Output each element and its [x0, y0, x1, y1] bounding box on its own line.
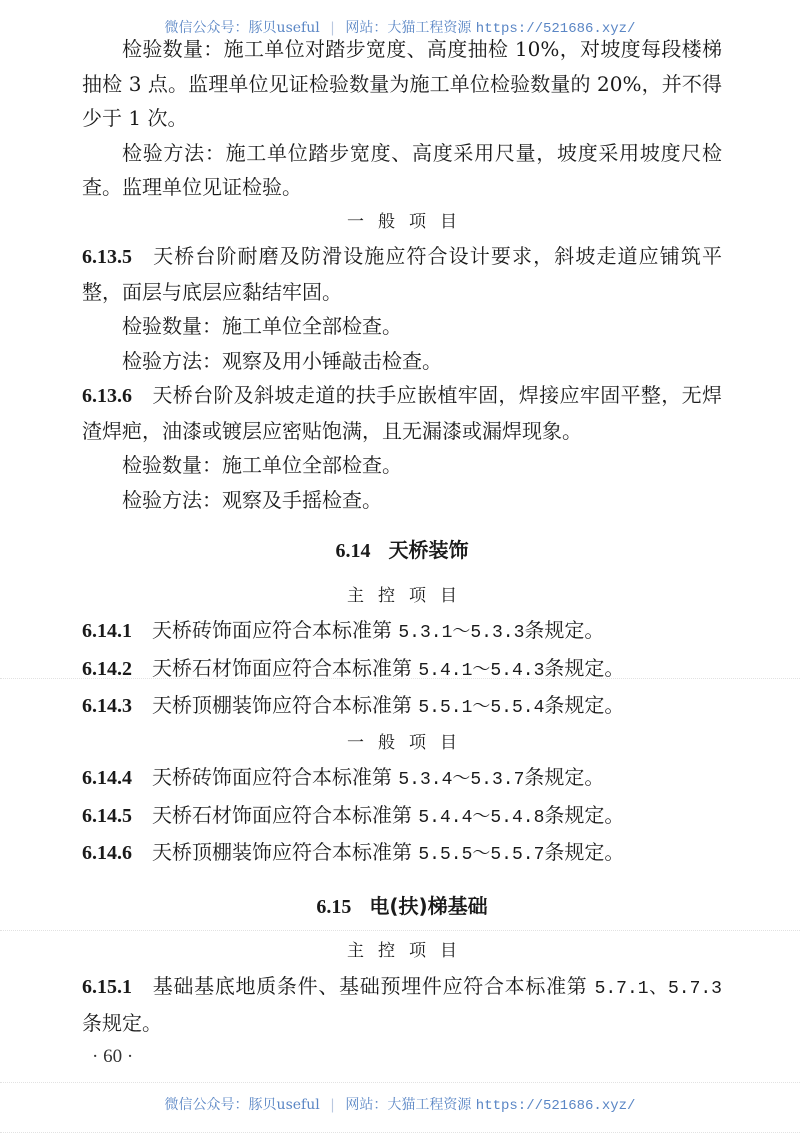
scan-divider: [0, 1082, 800, 1083]
clause-text: 天桥石材饰面应符合本标准第: [152, 802, 412, 827]
clause-tail: 条规定。: [544, 840, 625, 864]
watermark-url: https://521686.xyz/: [475, 21, 636, 37]
main-items-heading: 主控项目: [347, 585, 471, 606]
general-items-heading: 一般项目: [347, 732, 471, 753]
clause-6-14-4: [82, 760, 722, 798]
clause-6-13-5: [82, 239, 722, 309]
general-items-heading: 一般项目: [347, 211, 471, 232]
clause-6-15-1: [82, 969, 722, 1041]
clause-text: 天桥顶棚装饰应符合本标准第: [152, 693, 412, 717]
clause-number: 6.14.4: [82, 767, 132, 789]
watermark-site: 网站：大猫工程资源: [345, 1097, 472, 1113]
scan-divider: [0, 1132, 800, 1133]
document-page: [82, 30, 722, 1041]
clause-tail: 条规定。: [82, 1011, 162, 1035]
clause-6-14-5: [82, 798, 722, 836]
clause-tail: 条规定。: [544, 655, 625, 680]
clause-6-14-2: [82, 651, 722, 689]
clause-text: 天桥石材饰面应符合本标准第: [152, 655, 412, 680]
clause-tail: 条规定。: [524, 765, 605, 789]
watermark-separator: |: [330, 20, 335, 36]
inspection-quantity-paragraph: 检验数量：施工单位全部检查。: [122, 453, 402, 477]
section-number: 6.14: [335, 540, 371, 562]
clause-number: 6.14.6: [82, 842, 132, 864]
section-title: 电(扶)梯基础: [369, 893, 488, 918]
clause-number: 6.13.5: [82, 246, 132, 268]
clause-reference: 5.7.1、5.7.3: [594, 978, 722, 999]
watermark-wechat: 微信公众号：豚贝useful: [164, 20, 320, 36]
clause-number: 6.14.1: [82, 620, 132, 642]
inspection-method-paragraph: 检验方法：观察及用小锤敲击检查。: [122, 348, 442, 373]
clause-text: 天桥顶棚装饰应符合本标准第: [152, 840, 412, 864]
section-heading-6-14: [82, 533, 722, 569]
clause-number: 6.14.3: [82, 695, 132, 717]
clause-6-13-6: [82, 378, 722, 448]
clause-6-14-1: [82, 613, 722, 651]
watermark-site: 网站：大猫工程资源: [345, 20, 472, 36]
clause-number: 6.14.2: [82, 657, 132, 680]
section-title: 天桥装饰: [388, 538, 469, 562]
clause-number: 6.15.1: [82, 975, 132, 998]
clause-text: 天桥砖饰面应符合本标准第: [152, 765, 392, 789]
clause-6-14-6: [82, 835, 722, 873]
section-heading-6-15: [82, 889, 722, 925]
clause-reference: 5.5.1～5.5.4: [418, 698, 545, 718]
inspection-quantity-paragraph: 检验数量：施工单位对踏步宽度、高度抽检 10%，对坡度每段楼梯抽检 3 点。监理单位见证检验数量为施工单位检验数量的 20%，并不得少于 1 次。: [82, 37, 722, 130]
main-items-heading: 主控项目: [347, 941, 471, 961]
watermark-wechat: 微信公众号：豚贝useful: [164, 1097, 320, 1113]
clause-number: 6.13.6: [82, 385, 132, 407]
clause-tail: 条规定。: [544, 693, 625, 717]
inspection-method-paragraph: 检验方法：观察及手摇检查。: [122, 487, 382, 512]
watermark-url: https://521686.xyz/: [475, 1098, 636, 1114]
clause-text: 天桥台阶耐磨及防滑设施应符合设计要求，斜坡走道应铺筑平整，面层与底层应黏结牢固。: [82, 244, 722, 304]
watermark-footer: [0, 1094, 800, 1114]
clause-6-14-3: [82, 688, 722, 726]
clause-reference: 5.3.1～5.3.3: [398, 623, 525, 643]
clause-reference: 5.4.1～5.4.3: [418, 660, 545, 681]
clause-text: 基础基底地质条件、基础预埋件应符合本标准第: [152, 973, 588, 998]
clause-text: 天桥台阶及斜坡走道的扶手应嵌植牢固，焊接应牢固平整，无焊渣焊疤，油漆或镀层应密贴饱满，且无漏漆或漏焊现象。: [82, 383, 722, 443]
inspection-quantity-paragraph: 检验数量：施工单位全部检查。: [122, 314, 402, 338]
clause-reference: 5.3.4～5.3.7: [398, 770, 525, 790]
inspection-method-paragraph: 检验方法：施工单位踏步宽度、高度采用尺量，坡度采用坡度尺检查。监理单位见证检验。: [82, 140, 722, 199]
clause-text: 天桥砖饰面应符合本标准第: [152, 618, 392, 642]
clause-number: 6.14.5: [82, 804, 132, 827]
clause-reference: 5.4.4～5.4.8: [418, 807, 545, 828]
clause-tail: 条规定。: [524, 618, 605, 642]
page-number: · 60 ·: [92, 1046, 134, 1067]
clause-reference: 5.5.5～5.5.7: [418, 845, 545, 865]
section-number: 6.15: [316, 895, 352, 918]
watermark-separator: |: [330, 1097, 335, 1113]
clause-tail: 条规定。: [544, 802, 625, 827]
